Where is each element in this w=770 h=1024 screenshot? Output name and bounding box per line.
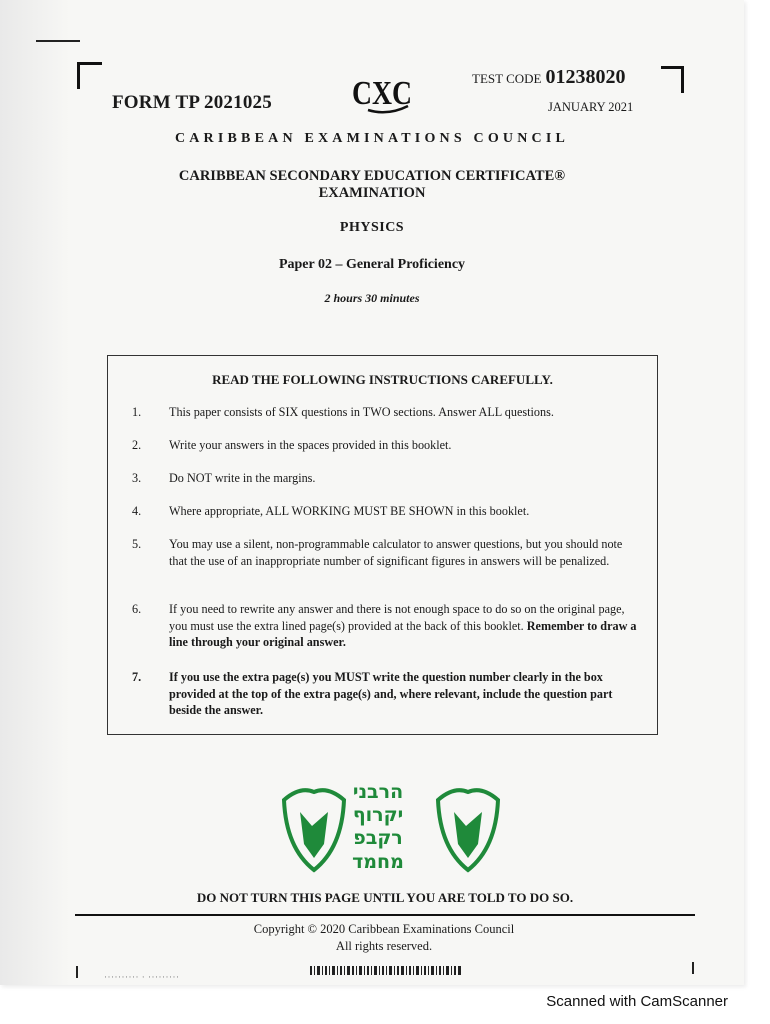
- instruction-number: 1.: [132, 405, 142, 419]
- exam-date: JANUARY 2021: [548, 100, 634, 114]
- logo-text: CXC: [352, 75, 412, 112]
- instruction-text-bold: Remember to draw a line through your original answer.: [169, 618, 637, 649]
- instruction-text: Where appropriate, ALL WORKING MUST BE SHOWN in this booklet.: [169, 504, 530, 518]
- instructions-box: [107, 355, 658, 735]
- instruction-text: [169, 601, 639, 651]
- instruction-text: Write your answers in the spaces provided in this booklet.: [169, 438, 452, 452]
- do-not-turn-warning: DO NOT TURN THIS PAGE UNTIL YOU ARE TOLD TO DO SO.: [196, 890, 574, 905]
- test-code-number: 01238020: [545, 66, 626, 88]
- instruction-text: This paper consists of SIX questions in TWO sections. Answer ALL questions.: [169, 405, 554, 419]
- page-shadow: [0, 0, 70, 985]
- instruction-number: 7.: [132, 670, 142, 684]
- stamp-line: רקבפ: [353, 827, 403, 849]
- paper-name: Paper 02 – General Proficiency: [278, 257, 466, 272]
- cxc-logo-icon: [348, 70, 414, 116]
- stamp-line: הרבני: [352, 781, 404, 803]
- instruction-number: 3.: [132, 471, 142, 485]
- examination-line: EXAMINATION: [318, 185, 426, 201]
- stamp-line: מחמד: [352, 851, 404, 873]
- camscanner-watermark: Scanned with CamScanner: [546, 993, 728, 1010]
- certificate-line: CARIBBEAN SECONDARY EDUCATION CERTIFICATE®: [178, 168, 566, 184]
- duration: 2 hours 30 minutes: [324, 291, 420, 305]
- test-code-label: TEST CODE: [472, 71, 542, 86]
- instruction-text: If you use the extra page(s) you MUST write the question number clearly in the box provided at the top of the extra page(s) and, where relevant, include the question part beside the answer.: [169, 670, 613, 717]
- instruction-text: You may use a silent, non-programmable calculator to answer questions, but you should note that the use of an inappropriate number of significant figures in answers will be penalized.: [169, 537, 623, 568]
- instruction-text-plain: If you need to rewrite any answer and there is not enough space to do so on the original page, you must use the extra lined page(s) provided at the back of this booklet.: [169, 602, 625, 633]
- scan-mark-line: [36, 40, 80, 42]
- green-stamp-icon: [278, 778, 504, 876]
- footer-tick-left: [76, 966, 78, 978]
- footer-code-faint: ·········· · ·········: [104, 972, 180, 982]
- rights: All rights reserved.: [335, 939, 433, 953]
- council-name: CARIBBEAN EXAMINATIONS COUNCIL: [174, 131, 570, 146]
- footer-rule: [75, 914, 695, 916]
- stamp-line: יקרוף: [352, 804, 404, 826]
- footer-tick-right: [692, 962, 694, 974]
- instruction-number: 2.: [132, 438, 142, 452]
- corner-mark-top-right: [661, 66, 684, 93]
- instruction-number: 5.: [132, 537, 142, 551]
- instruction-number: 4.: [132, 504, 142, 518]
- corner-mark-top-left: [77, 62, 102, 89]
- form-code: FORM TP 2021025: [112, 92, 272, 113]
- instruction-text: Do NOT write in the margins.: [169, 471, 316, 485]
- instructions-heading: READ THE FOLLOWING INSTRUCTIONS CAREFULLY.: [212, 372, 553, 387]
- copyright: Copyright © 2020 Caribbean Examinations Council: [253, 922, 515, 936]
- test-code: [472, 66, 625, 89]
- barcode-icon: [310, 966, 462, 975]
- subject: PHYSICS: [339, 220, 405, 235]
- instruction-number: 6.: [132, 602, 142, 616]
- certificate-title: [0, 168, 744, 202]
